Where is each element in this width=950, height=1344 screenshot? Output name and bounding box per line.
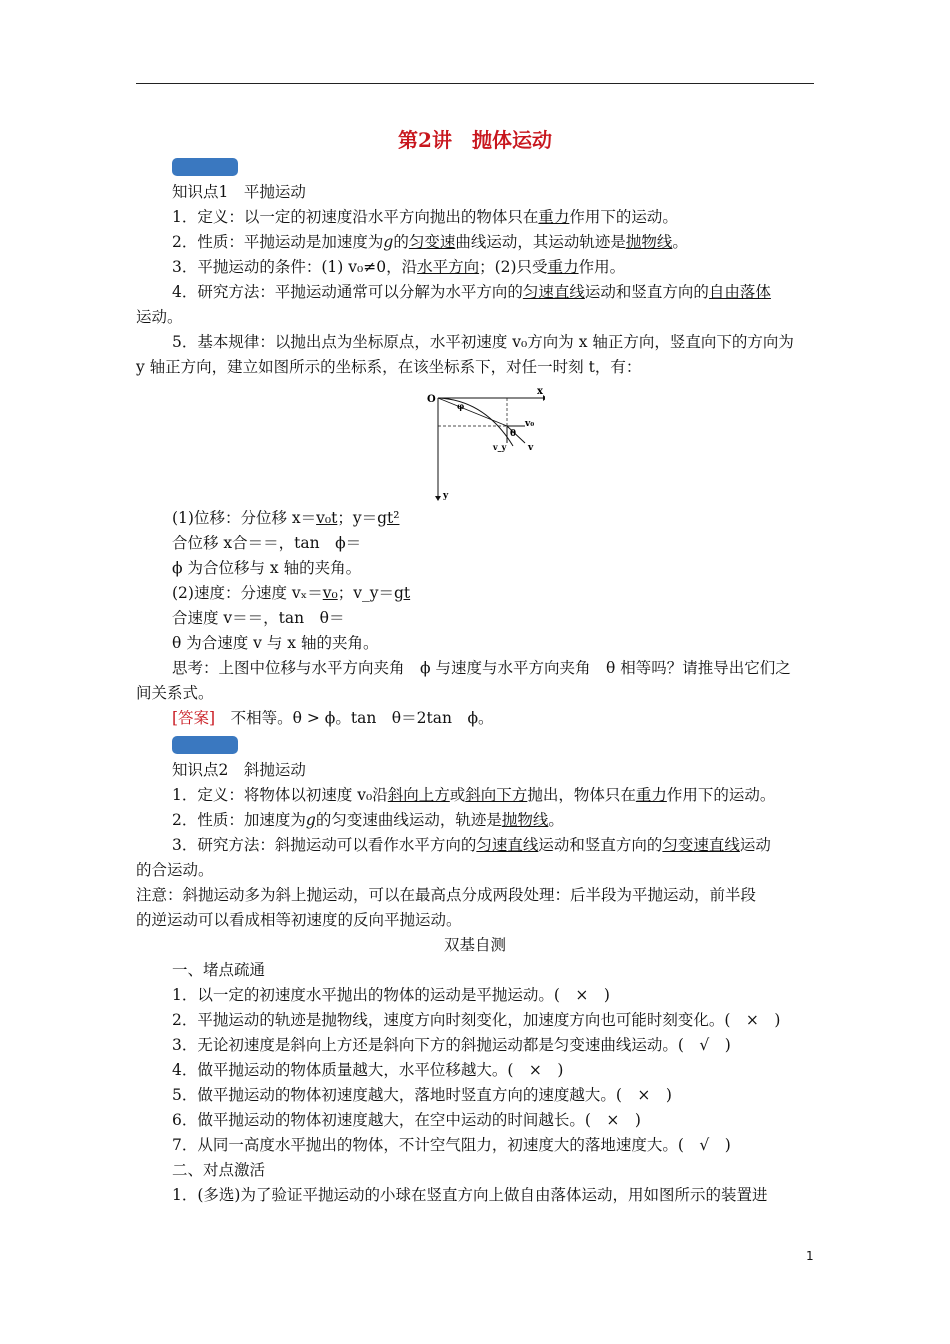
- judge-item: 3．无论初速度是斜向上方还是斜向下方的斜抛运动都是匀变速曲线运动。( √ ): [172, 1036, 731, 1054]
- judge-item: 6．做平抛运动的物体初速度越大，在空中运动的时间越长。( × ): [172, 1111, 641, 1129]
- text-line: 的合运动。: [136, 861, 214, 879]
- page-title: 第2讲 抛体运动: [398, 128, 552, 152]
- text-line: ϕ 为合位移与 x 轴的夹角。: [172, 559, 362, 577]
- text-line: 运动。: [136, 308, 183, 326]
- self-test-heading: 双基自测: [443, 936, 506, 954]
- v0-label: v₀: [525, 419, 535, 429]
- question-line: 1．(多选)为了验证平抛运动的小球在竖直方向上做自由落体运动，用如图所示的装置进: [172, 1186, 768, 1204]
- text-line: 3．研究方法：斜抛运动可以看作水平方向的匀速直线运动和竖直方向的匀变速直线运动: [172, 836, 771, 854]
- section-tag: [172, 736, 238, 754]
- section-tag: [172, 158, 238, 176]
- judge-item: 1．以一定的初速度水平抛出的物体的运动是平抛运动。( × ): [172, 986, 610, 1004]
- phi-label: φ: [457, 401, 465, 411]
- answer-label: [答案]: [172, 709, 216, 727]
- text-line: (1)位移：分位移 x＝v₀t；y＝gt²: [172, 509, 400, 527]
- judge-item: 5．做平抛运动的物体初速度越大，落地时竖直方向的速度越大。( × ): [172, 1086, 672, 1104]
- section-heading: 知识点2 斜抛运动: [172, 761, 306, 779]
- text-line: 2．性质：平抛运动是加速度为g的匀变速曲线运动，其运动轨迹是抛物线。: [172, 233, 688, 251]
- text-line: (2)速度：分速度 vₓ＝v₀；v_y＝gt: [172, 584, 411, 602]
- text-line: 注意：斜抛运动多为斜上抛运动，可以在最高点分成两段处理：后半段为平抛运动，前半段: [136, 886, 757, 904]
- text-line: 2．性质：加速度为g的匀变速曲线运动，轨迹是抛物线。: [172, 811, 564, 829]
- x-axis-label: x: [537, 388, 543, 397]
- text-line: 3．平抛运动的条件：(1) v₀≠0，沿水平方向；(2)只受重力作用。: [172, 258, 626, 276]
- v-label: v: [528, 443, 534, 453]
- y-axis-label: y: [443, 491, 449, 501]
- subsection-heading: 二、对点激活: [172, 1161, 266, 1179]
- text-line: 思考：上图中位移与水平方向夹角 ϕ 与速度与水平方向夹角 θ 相等吗？请推导出它们之: [172, 659, 791, 677]
- judge-item: 7．从同一高度水平抛出的物体，不计空气阻力，初速度大的落地速度大。( √ ): [172, 1136, 731, 1154]
- text-line: 的逆运动可以看成相等初速度的反向平抛运动。: [136, 911, 462, 929]
- projectile-diagram: [425, 388, 545, 503]
- text-line: 间关系式。: [136, 684, 214, 702]
- judge-item: 2．平抛运动的轨迹是抛物线，速度方向时刻变化，加速度方向也可能时刻变化。( × ): [172, 1011, 781, 1029]
- section-heading: 知识点1 平抛运动: [172, 183, 306, 201]
- vy-label: v_y: [493, 442, 507, 452]
- theta-label: θ: [510, 429, 517, 439]
- text-line: 5．基本规律：以抛出点为坐标原点，水平初速度 v₀方向为 x 轴正方向，竖直向下的方向为: [172, 333, 794, 351]
- text-line: 4．研究方法：平抛运动通常可以分解为水平方向的匀速直线运动和竖直方向的自由落体: [172, 283, 771, 301]
- header-rule: [136, 83, 814, 84]
- origin-label: O: [427, 394, 436, 405]
- text-line: y 轴正方向，建立如图所示的坐标系，在该坐标系下，对任一时刻 t，有：: [136, 358, 642, 376]
- subsection-heading: 一、堵点疏通: [172, 961, 266, 979]
- text-line: 合位移 x合＝＝，tan ϕ＝: [172, 534, 362, 552]
- text-line: 1．定义：将物体以初速度 v₀沿斜向上方或斜向下方抛出，物体只在重力作用下的运动。: [172, 786, 776, 804]
- answer-line: [答案] 不相等。θ > ϕ。tan θ＝2tan ϕ。: [172, 709, 494, 727]
- judge-item: 4．做平抛运动的物体质量越大，水平位移越大。( × ): [172, 1061, 564, 1079]
- text-line: θ 为合速度 v 与 x 轴的夹角。: [172, 634, 379, 652]
- text-line: 合速度 v＝＝，tan θ＝: [172, 609, 345, 627]
- page-number: 1: [806, 1249, 814, 1263]
- text-line: 1．定义：以一定的初速度沿水平方向抛出的物体只在重力作用下的运动。: [172, 208, 678, 226]
